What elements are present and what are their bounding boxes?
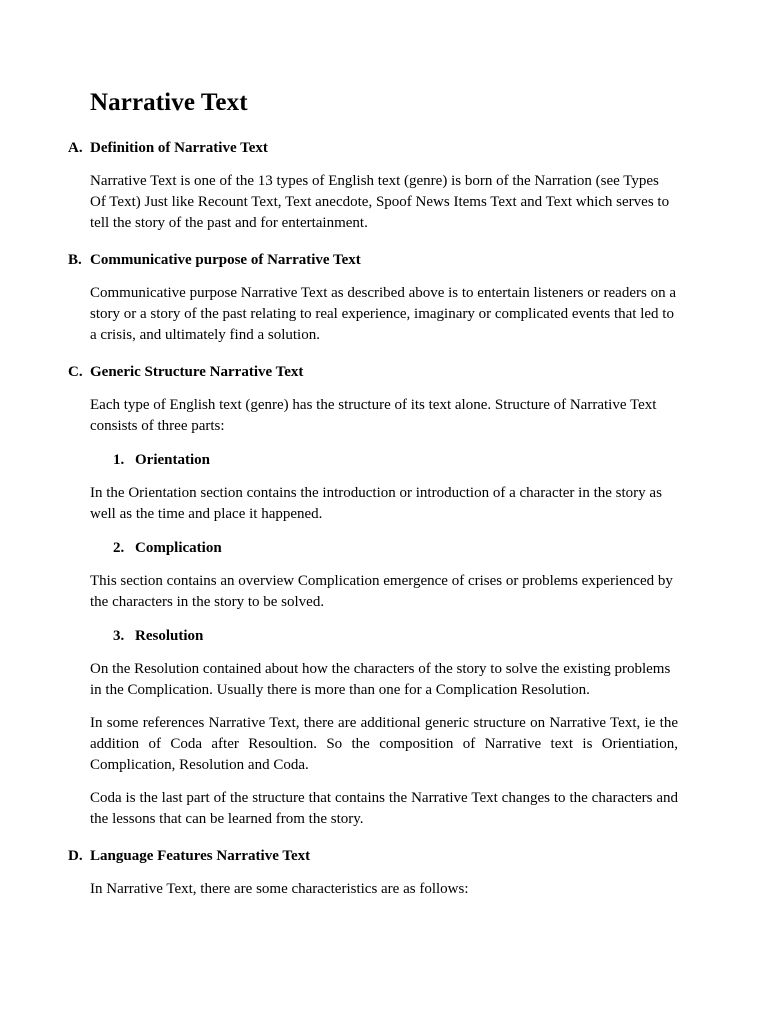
subsection-heading-resolution <box>113 626 678 647</box>
section-heading-c <box>68 362 678 383</box>
section-heading-d <box>68 846 678 867</box>
subsection-marker-3: 3. <box>113 628 125 644</box>
section-d-paragraph-1: In Narrative Text, there are some characteristics are as follows: <box>90 881 469 897</box>
page-title: Narrative Text <box>90 89 248 116</box>
section-label-b: Communicative purpose of Narrative Text <box>90 252 361 268</box>
section-label-a: Definition of Narrative Text <box>90 140 268 156</box>
subsection-marker-1: 1. <box>113 452 125 468</box>
subsection-paragraph-resolution: On the Resolution contained about how the characters of the story to solve the existing problems in the Complication. Usually there is more than one for a Complication Resolution. <box>90 661 671 698</box>
subsection-paragraph-orientation: In the Orientation section contains the introduction or introduction of a character in the story as well as the time and place it happened. <box>90 485 662 522</box>
subsection-paragraph-complication: This section contains an overview Complication emergence of crises or problems experienced by the characters in the story to be solved. <box>90 573 673 610</box>
section-c-closing-paragraph-2: Coda is the last part of the structure that contains the Narrative Text changes to the characters and the lessons that can be learned from the story. <box>90 790 678 827</box>
section-heading-b <box>68 250 678 271</box>
section-marker-b: B. <box>68 252 82 268</box>
subsection-label-2: Complication <box>135 540 222 556</box>
section-b-paragraph-1: Communicative purpose Narrative Text as described above is to entertain listeners or readers on a story or a story of the past relating to real experience, imaginary or complicated events that led to a crisis, and ultimately find a solution. <box>90 285 676 343</box>
section-marker-c: C. <box>68 364 83 380</box>
section-c-intro: Each type of English text (genre) has the structure of its text alone. Structure of Narrative Text consists of three parts: <box>90 397 657 434</box>
subsection-label-1: Orientation <box>135 452 210 468</box>
section-label-d: Language Features Narrative Text <box>90 848 311 864</box>
subsection-marker-2: 2. <box>113 540 125 556</box>
section-marker-a: A. <box>68 140 83 156</box>
section-marker-d: D. <box>68 848 83 864</box>
section-heading-a <box>68 138 678 159</box>
section-a-paragraph-1: Narrative Text is one of the 13 types of English text (genre) is born of the Narration (see Types Of Text) Just like Recount Text, Text anecdote, Spoof News Items Text and Text which serves to tell the story of the past and for entertainment. <box>90 173 670 231</box>
subsection-label-3: Resolution <box>135 628 204 644</box>
section-c-closing-paragraph-1: In some references Narrative Text, there are additional generic structure on Narrative Text, ie the addition of Coda after Resoultion. So the composition of Narrative text is Orientiation, Complication, Resolution and Coda. <box>90 715 678 773</box>
subsection-heading-complication <box>113 538 678 559</box>
subsection-heading-orientation <box>113 450 678 471</box>
section-label-c: Generic Structure Narrative Text <box>90 364 304 380</box>
